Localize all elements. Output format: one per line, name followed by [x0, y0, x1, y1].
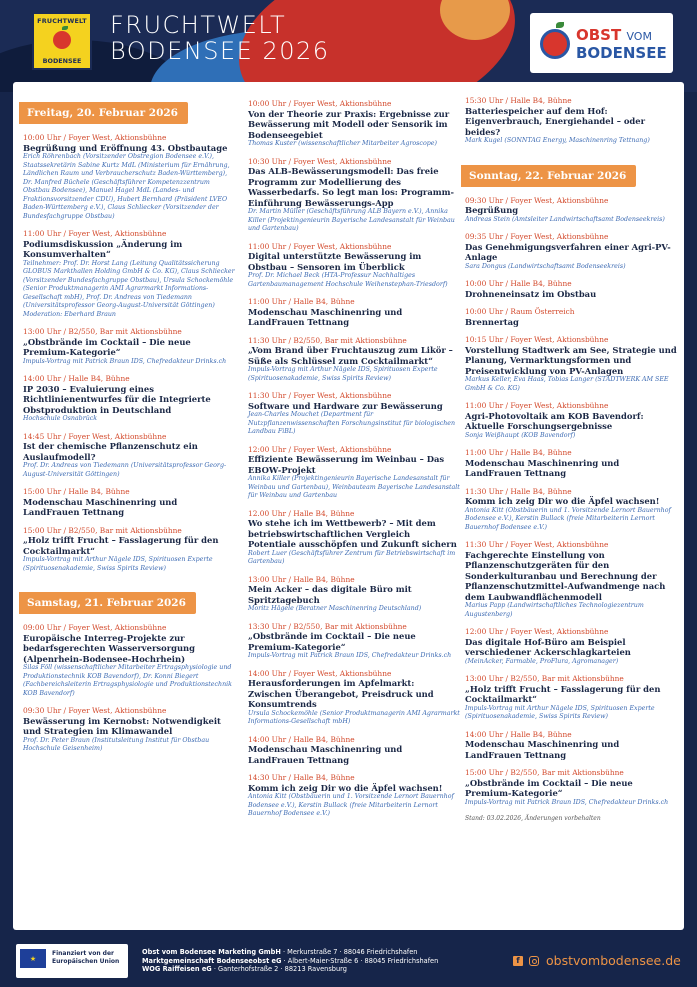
event-title: IP 2030 – Evaluierung eines Richtlinienentwurfes für die Integrierte Obstproduktion in Deutschland	[23, 383, 211, 415]
event-title: Modenschau Maschinenring und LandFrauen Tettnang	[248, 306, 403, 327]
program-event	[465, 730, 677, 761]
event-time-location: 14:30 Uhr / Halle B4, Bühne	[248, 773, 355, 782]
program-event	[248, 445, 460, 501]
event-time-location: 10:00 Uhr / Halle B4, Bühne	[465, 279, 572, 288]
event-time-location: 09:30 Uhr / Foyer West, Aktionsbühne	[23, 706, 167, 715]
status-note: Stand: 03.02.2026, Änderungen vorbehalten	[465, 815, 601, 822]
day-header: Sonntag, 22. Februar 2026	[461, 165, 636, 187]
logo-text-bottom: BODENSEE	[42, 57, 82, 65]
title-line-2: BODENSEE 2026	[110, 37, 330, 65]
event-time-location: 15:00 Uhr / Halle B4, Bühne	[23, 487, 130, 496]
event-title: Effiziente Bewässerung im Weinbau – Das EBOW-Projekt	[248, 454, 445, 475]
event-time-location: 12:00 Uhr / Foyer West, Aktionsbühne	[248, 444, 392, 454]
program-event	[23, 327, 235, 366]
program-event	[465, 768, 677, 807]
event-title: Podiumsdiskussion „Änderung im Konsumverhalten“	[23, 238, 183, 259]
program-event	[465, 96, 677, 146]
event-speakers: Thomas Kuster (wissenschaftlicher Mitarbeiter Agroscope)	[248, 140, 437, 147]
event-title: Herausforderungen im Apfelmarkt: Zwischen Überangebot, Preisdruck und Konsumtrends	[248, 678, 434, 709]
address-org: WOG Raiffeisen eG	[142, 965, 212, 974]
event-title: Batteriespeicher auf dem Hof: Eigenverbrauch, Energiehandel – oder beides?	[465, 105, 646, 137]
eu-text-line1: Finanziert von der	[52, 950, 114, 957]
program-event	[23, 432, 235, 480]
program-event	[248, 242, 460, 290]
event-speakers: Silas Föll (wissenschaftlicher Mitarbeiter Ertragsphysiologie und Produktionstechnik KOB Bavendorf), Dr. Konni Biegert (Fachbereichsleiterin Ertragsphysiologie und Produktionstechnik KOB Bavendorf)	[23, 664, 232, 697]
event-speakers: Prof. Dr. Michael Beck (HTA-Professur Nachhaltiges Gartenbaumanagement Hochschule Weihenstephan-Triesdorf)	[248, 272, 448, 288]
program-event	[465, 674, 677, 722]
event-time-location: 10:00 Uhr / Raum Österreich	[465, 307, 575, 316]
program-event	[248, 575, 460, 614]
event-title: Europäische Interreg-Projekte zur bedarfsgerechten Wasserversorgung (Alpenrhein-Bodensee-Hochrhein)	[23, 632, 195, 664]
event-speakers: Markus Keller, Eva Haas, Tobias Langer (STADTWERK AM SEE GmbH & Co. KG)	[465, 376, 669, 392]
apple-icon	[53, 31, 71, 49]
event-time-location: 14:00 Uhr / Foyer West, Aktionsbühne	[248, 668, 392, 678]
event-speakers: Ursula Schockemöhle (Senior Produktmanagerin AMI Agrarmarkt Informations-Gesellschaft mbH)	[248, 709, 460, 725]
event-time-location: 11:30 Uhr / Foyer West, Aktionsbühne	[465, 540, 609, 549]
program-event	[248, 509, 460, 567]
event-speakers: (MeinAcker, Farmable, ProFlura, Agromanager)	[465, 657, 619, 665]
program-event	[23, 706, 235, 754]
program-event	[465, 540, 677, 619]
event-speakers: Marius Papp (Landwirtschaftliches Technologiezentrum Augustenberg)	[465, 602, 644, 618]
event-speakers: Impuls-Vortrag mit Arthur Nägele IDS, Spirituosen Experte (Spirituosenakademie, Swiss Spirits Review)	[248, 366, 438, 382]
header-banner	[0, 0, 697, 92]
event-title: Modenschau Maschinenring und LandFrauen Tettnang	[465, 457, 620, 478]
event-title: Das digitale Hof-Büro am Beispiel verschiedener Ackerschlagkarteien	[465, 636, 631, 657]
address-detail: · Ganterhofstraße 2 · 88213 Ravensburg	[211, 965, 347, 974]
event-title: Agri-Photovoltaik am KOB Bavendorf: Aktuelle Forschungsergebnisse	[465, 410, 644, 431]
program-event	[465, 232, 677, 271]
day-header: Samstag, 21. Februar 2026	[19, 592, 196, 614]
event-speakers: Moritz Hägele (Beratner Maschinenring Deutschland)	[248, 605, 422, 612]
event-title: Komm ich zeig Dir wo die Äpfel wachsen!	[465, 496, 660, 506]
program-sheet	[13, 82, 684, 930]
event-title: „Holz trifft Frucht – Fasslagerung für den Cocktailmarkt“	[23, 535, 219, 556]
event-title: Begrüßung und Eröffnung 43. Obstbautage	[23, 142, 228, 153]
program-event	[23, 133, 235, 221]
event-title: Modenschau Maschinenring und LandFrauen Tettnang	[23, 496, 178, 517]
address-line	[142, 957, 438, 966]
event-title: Begrüßung	[465, 205, 519, 215]
program-event	[465, 448, 677, 479]
event-title: Wo stehe ich im Wettbewerb? – Mit dem betriebswirtschaftlichen Vergleich Potentiale ausschöpfen und Zukunft sichern	[248, 518, 457, 549]
event-title: „Holz trifft Frucht – Fasslagerung für den Cocktailmarkt“	[465, 683, 661, 704]
day-header-row	[23, 591, 235, 623]
fruchtwelt-logo	[32, 12, 92, 70]
event-speakers: Prof. Dr. Peter Braun (Institutsleitung Institut für Obstbau Hochschule Geisenheim)	[23, 736, 210, 752]
event-speakers: Antonia Kitt (Obstbäuerin und 1. Vorsitzende Lernort Bauernhof Bodensee e.V.), Kerstin Bullack (freie Mitarbeiterin Lernort Bauernhof Bodensee e.V.)	[465, 506, 671, 531]
program-event	[23, 374, 235, 424]
event-time-location: 12.00 Uhr / Halle B4, Bühne	[248, 508, 355, 518]
event-title: Ist der chemische Pflanzenschutz ein Auslaufmodell?	[23, 441, 198, 462]
event-title: Bewässerung im Kernobst: Notwendigkeit und Strategien im Klimawandel	[23, 715, 221, 736]
event-title: Vorstellung Stadtwerk am See, Strategie und Planung, Vermarktungsformen und Preisentwicklung von PV-Anlagen	[465, 344, 677, 376]
event-speakers: Sara Dongus (Landwirtschaftsamt Bodenseekreis)	[465, 262, 626, 270]
address-org: Obst vom Bodensee Marketing GmbH	[142, 948, 281, 956]
event-title: Modenschau Maschinenring und LandFrauen Tettnang	[465, 739, 620, 760]
event-speakers: Impuls-Vortrag mit Arthur Nägele IDS, Spirituosen Experte (Spirituosenakademie, Swiss Spirits Review)	[465, 704, 655, 720]
program-event	[23, 487, 235, 518]
event-time-location: 14:00 Uhr / Halle B4, Bühne	[465, 729, 572, 739]
event-speakers: Impuls-Vortrag mit Arthur Nägele IDS, Spirituosen Experte (Spirituosenakademie, Swiss Spirits Review)	[23, 556, 213, 572]
facebook-icon[interactable]: f	[513, 956, 523, 966]
event-time-location: 09:00 Uhr / Foyer West, Aktionsbühne	[23, 623, 167, 632]
event-speakers: Erich Röhrenbach (Vorsitzender Obstregion Bodensee e.V.), Staatssekretärin Sabine Kurtz MdL (Ministerium für Ernährung, Ländlichen Raum und Verbraucherschutz Baden-Württemberg), Dr. Manfred Büchele (Geschäftsführer Kompetenzzentrum Obstbau Bodensee), Manuel Hagel MdL (Landes- und Fraktionsvorsitzender CDU), Hubert Bernhard (Präsident LVEO Baden-Württemberg e.V.), Claus Schliecker (Vorsitzender der Bundesfachgruppe Obstbau)	[23, 153, 230, 220]
program-event	[465, 196, 677, 225]
event-time-location: 10:15 Uhr / Foyer West, Aktionsbühne	[465, 335, 609, 344]
event-time-location: 11:30 Uhr / Halle B4, Bühne	[465, 486, 572, 496]
program-event	[465, 335, 677, 393]
day-header-row	[23, 101, 235, 133]
title-line-1: FRUCHTWELT	[110, 11, 287, 39]
event-title: Software und Hardware zur Bewässerung	[248, 400, 443, 411]
event-title: Das Genehmigungsverfahren einer Agri-PV-Anlage	[465, 241, 671, 262]
program-event	[23, 623, 235, 698]
event-time-location: 09:35 Uhr / Foyer West, Aktionsbühne	[465, 232, 609, 241]
event-title: Mein Acker – das digitale Büro mit Spritztagebuch	[248, 584, 412, 605]
day-header-row	[465, 164, 677, 196]
address-org: Marktgemeinschaft Bodenseeobst eG	[142, 956, 282, 965]
event-title: Brennertag	[465, 316, 519, 327]
apple-icon	[540, 29, 570, 59]
program-event	[248, 773, 460, 819]
event-speakers: Dr. Martin Müller (Geschäftsführung ALB Bayern e.V.), Annika Killer (Projektingenieurin Bayerische Landesanstalt für Weinbau und Gartenbau)	[248, 208, 455, 232]
event-speakers: Andreas Stein (Amtsleiter Landwirtschaftsamt Bodenseekreis)	[465, 215, 665, 223]
program-event	[465, 307, 677, 327]
program-event	[248, 99, 460, 149]
event-time-location: 10:30 Uhr / Foyer West, Aktionsbühne	[248, 156, 392, 166]
program-column-1	[23, 101, 235, 762]
event-speakers: Teilnehmer: Prof. Dr. Horst Lang (Leitung Qualitätssicherung GLOBUS Markthallen Holding GmbH & Co. KG), Claus Schliecker (Vorsitzender Bundesfachgruppe Obstbau), Ursula Schockemöhle (Senior Produktmanagerin AMI Agrarmarkt Informations-Gesellschaft mbH), Prof. Dr. Andreas von Tiedemann (Universitätsprofessor Georg-August-Universität Göttingen) Moderation: Eberhard Braun	[23, 259, 235, 318]
event-time-location: 13:30 Uhr / B2/550, Bar mit Aktionsbühne	[248, 621, 407, 631]
program-event	[23, 229, 235, 319]
program-event	[248, 157, 460, 234]
address-block	[142, 948, 438, 974]
event-speakers: Prof. Dr. Andreas von Tiedemann (Universitätsprofessor Georg-August-Universität Göttingen)	[23, 462, 227, 478]
event-speakers: Jean-Charles Mouchet (Department für Nutzpflanzenwissenschaften Forschungsinstitut für biologischen Landbau FiBL)	[248, 411, 456, 435]
event-time-location: 11:30 Uhr / B2/550, Bar mit Aktionsbühne	[248, 335, 407, 345]
obst-vom-bodensee-logo	[530, 13, 673, 73]
event-time-location: 11:30 Uhr / Foyer West, Aktionsbühne	[248, 391, 392, 400]
logo-text-top: FRUCHTWELT	[37, 17, 87, 25]
website-link[interactable]: obstvombodensee.de	[546, 953, 681, 968]
event-title: Von der Theorie zur Praxis: Ergebnisse zur Bewässerung mit Modell oder Sensorik im Bodenseegebiet	[248, 108, 450, 140]
program-event	[465, 627, 677, 666]
leaf-icon	[556, 22, 564, 28]
program-event	[248, 391, 460, 437]
instagram-icon[interactable]	[529, 956, 539, 966]
footer	[0, 938, 697, 987]
event-title: „Obstbrände im Cocktail – Die neue Premium-Kategorie“	[23, 336, 191, 357]
event-title: „Vom Brand über Fruchtauszug zum Likör – Süße als Schlüssel zum Cocktailmarkt“	[248, 345, 453, 366]
event-title: „Obstbrände im Cocktail – Die neue Premium-Kategorie“	[248, 631, 416, 652]
event-speakers: Impuls-Vortrag mit Patrick Braun IDS, Chefredakteur Drinks.ch	[23, 357, 227, 365]
event-title: Drohneneinsatz im Obstbau	[465, 288, 597, 299]
day-header: Freitag, 20. Februar 2026	[19, 102, 188, 124]
event-title: Fachgerechte Einstellung von Pflanzenschutzgeräten für den Sonderkulturanbau und Berechnung der Pflanzenschutzmittel-Aufwandmenge nach dem Laubwandflächenmodell	[465, 549, 666, 602]
program-event	[248, 336, 460, 384]
event-speakers: Impuls-Vortrag mit Patrick Braun IDS, Chefredakteur Drinks.ch	[465, 798, 669, 806]
event-time-location: 15:00 Uhr / B2/550, Bar mit Aktionsbühne	[465, 768, 624, 777]
program-column-2	[248, 99, 460, 827]
event-time-location: 11:00 Uhr / Foyer West, Aktionsbühne	[23, 229, 167, 238]
logo-text-vom: VOM	[626, 30, 652, 43]
logo-text-obst: OBST	[576, 26, 622, 44]
event-time-location: 10:00 Uhr / Foyer West, Aktionsbühne	[248, 99, 392, 108]
event-time-location: 11:00 Uhr / Foyer West, Aktionsbühne	[248, 241, 392, 251]
event-time-location: 13:00 Uhr / B2/550, Bar mit Aktionsbühne	[465, 674, 624, 683]
eu-flag-icon: ★	[20, 949, 46, 968]
program-event	[465, 279, 677, 299]
event-time-location: 15:00 Uhr / B2/550, Bar mit Aktionsbühne	[23, 525, 182, 535]
event-speakers: Impuls-Vortrag mit Patrick Braun IDS, Chefredakteur Drinks.ch	[248, 652, 452, 659]
event-speakers: Antonia Kitt (Obstbäuerin und 1. Vorsitzende Lernort Bauernhof Bodensee e.V.), Kerstin Bullack (freie Mitarbeiterin Lernort Bauernhof Bodensee e.V.)	[248, 793, 454, 817]
event-time-location: 11:00 Uhr / Halle B4, Bühne	[465, 448, 572, 457]
event-time-location: 09:30 Uhr / Foyer West, Aktionsbühne	[465, 195, 609, 205]
event-title: Komm ich zeig Dir wo die Äpfel wachsen!	[248, 782, 443, 793]
event-title: Digital unterstützte Bewässerung im Obstbau – Sensoren im Überblick	[248, 251, 422, 272]
program-event	[248, 622, 460, 661]
program-column-3	[465, 96, 677, 822]
event-time-location: 14:00 Uhr / Halle B4, Bühne	[248, 734, 355, 744]
address-line	[142, 965, 438, 974]
program-event	[23, 526, 235, 574]
event-title: Das ALB-Bewässerungsmodell: Das freie Programm zur Modellierung des Wasserbedarfs. So legt man los: Programm-Einführung Bewässerungs-App	[248, 166, 454, 208]
event-title: Modenschau Maschinenring und LandFrauen Tettnang	[248, 744, 403, 765]
program-event	[248, 297, 460, 328]
address-line	[142, 948, 438, 957]
program-event	[248, 735, 460, 766]
event-time-location: 14:00 Uhr / Halle B4, Bühne	[23, 374, 130, 383]
program-event	[248, 669, 460, 727]
logo-text-bodensee: BODENSEE	[576, 44, 667, 62]
event-time-location: 10:00 Uhr / Foyer West, Aktionsbühne	[23, 133, 167, 142]
event-time-location: 13:00 Uhr / Halle B4, Bühne	[248, 574, 355, 584]
event-speakers: Annika Killer (Projektingenieurin Bayerische Landesanstalt für Weinbau und Gartenbau), Weinbauteam Bayerische Landesanstalt für Weinbau und Gartenbau	[248, 475, 460, 499]
program-event	[465, 401, 677, 440]
event-time-location: 13:00 Uhr / B2/550, Bar mit Aktionsbühne	[23, 327, 182, 336]
event-time-location: 11:00 Uhr / Foyer West, Aktionsbühne	[465, 401, 609, 410]
page-title	[110, 12, 330, 64]
event-speakers: Mark Kugel (SONNTAG Energy, Maschinenring Tettnang)	[465, 137, 650, 144]
social-links	[513, 956, 539, 966]
event-title: „Obstbrände im Cocktail – Die neue Premium-Kategorie“	[465, 777, 633, 798]
event-time-location: 14:45 Uhr / Foyer West, Aktionsbühne	[23, 431, 167, 441]
event-speakers: Hochschule Osnabrück	[23, 415, 98, 422]
address-detail: · Albert-Maier-Straße 6 · 88045 Friedrichshafen	[281, 956, 439, 965]
program-event	[465, 487, 677, 533]
event-time-location: 12:00 Uhr / Foyer West, Aktionsbühne	[465, 627, 609, 636]
event-time-location: 11:00 Uhr / Halle B4, Bühne	[248, 297, 355, 306]
event-speakers: Sonja Weißhaupt (KOB Bavendorf)	[465, 431, 576, 439]
event-speakers: Robert Luer (Geschäftsführer Zentrum für Betriebswirtschaft im Gartenbau)	[248, 549, 456, 565]
event-time-location: 15:30 Uhr / Halle B4, Bühne	[465, 96, 572, 105]
eu-text-line2: Europäischen Union	[52, 958, 120, 965]
address-detail: · Merkurstraße 7 · 88046 Friedrichshafen	[280, 948, 418, 956]
eu-funding-badge	[16, 944, 128, 978]
